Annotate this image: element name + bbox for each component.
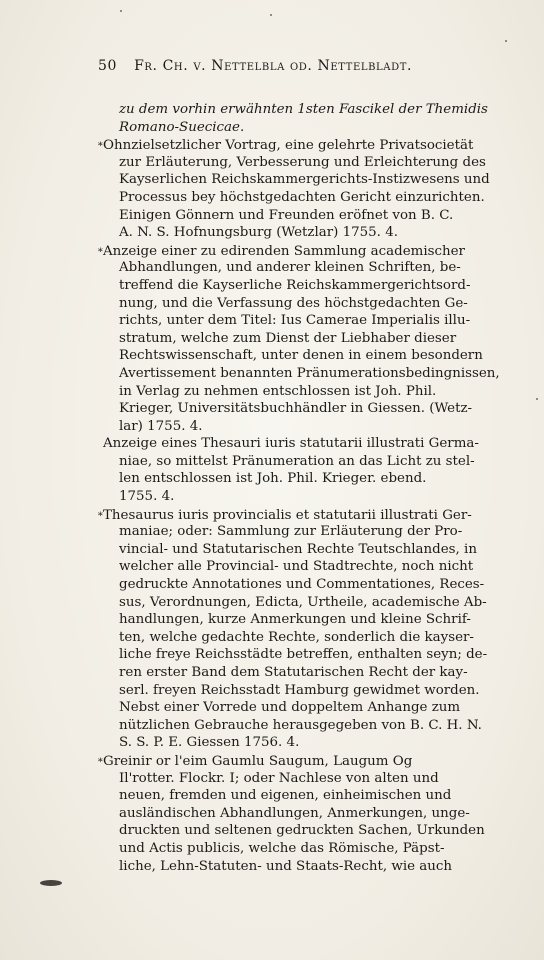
page-body-text bbox=[97, 101, 523, 875]
text-line bbox=[103, 611, 523, 629]
text-line bbox=[103, 365, 523, 383]
text-line bbox=[103, 435, 523, 453]
text-line-content: treffend die Kayserliche Reichskammergerichtsord- bbox=[119, 277, 471, 293]
text-line-content: gedruckte Annotationes und Commentationes, Reces- bbox=[119, 577, 485, 593]
text-line bbox=[103, 330, 523, 348]
text-line-content: nützlichen Gebrauche herausgegeben von B. C. H. N. bbox=[119, 717, 482, 733]
text-line-content: richts, unter dem Titel: Ius Camerae Imperialis illu- bbox=[119, 313, 471, 329]
text-line-content: Kayserlichen Reichskammergerichts-Instizwesens und bbox=[119, 172, 490, 188]
text-line-content: S. S. P. E. Giessen 1756. 4. bbox=[119, 735, 300, 751]
text-line bbox=[103, 347, 523, 365]
text-line-content: len entschlossen ist Joh. Phil. Krieger. ebend. bbox=[119, 471, 427, 487]
text-line-content: Processus bey höchstgedachten Gericht einzurichten. bbox=[119, 189, 485, 205]
text-line-content: maniae; oder: Sammlung zur Erläuterung der Pro- bbox=[119, 524, 463, 540]
print-speck bbox=[505, 40, 507, 42]
text-line bbox=[103, 488, 523, 506]
text-line bbox=[103, 119, 523, 137]
text-line bbox=[103, 822, 523, 840]
text-line bbox=[103, 629, 523, 647]
text-line bbox=[103, 682, 523, 700]
text-line-content: zur Erläuterung, Verbesserung und Erleichterung des bbox=[119, 154, 486, 170]
print-speck bbox=[120, 10, 122, 12]
text-line bbox=[103, 400, 523, 418]
page-number: 50 bbox=[98, 58, 118, 74]
text-line bbox=[103, 189, 523, 207]
text-line bbox=[103, 770, 523, 788]
text-line bbox=[103, 224, 523, 242]
text-line bbox=[103, 418, 523, 436]
text-line-content: Einigen Gönnern und Freunden eröfnet von B. C. bbox=[119, 207, 454, 223]
text-line bbox=[103, 858, 523, 876]
text-line bbox=[103, 558, 523, 576]
text-line-content: neuen, fremden und eigenen, einheimischen und bbox=[119, 788, 452, 804]
text-line-content: handlungen, kurze Anmerkungen und kleine Schrif- bbox=[119, 612, 471, 628]
text-line bbox=[97, 506, 523, 524]
text-line bbox=[103, 717, 523, 735]
print-speck bbox=[270, 14, 272, 16]
text-line-content: liche freye Reichsstädte betreffen, enthalten seyn; de- bbox=[119, 647, 488, 663]
text-line-content: ren erster Band dem Statutarischen Recht der kay- bbox=[119, 665, 468, 680]
text-line bbox=[103, 383, 523, 401]
text-line bbox=[103, 207, 523, 225]
text-line bbox=[103, 840, 523, 858]
entry-marker-icon: ∗ bbox=[97, 244, 104, 256]
text-line-content: zu dem vorhin erwähnten 1sten Fascikel der Themidis bbox=[119, 102, 488, 117]
text-line-content: Greinir or l'eim Gaumlu Saugum, Laugum Og bbox=[103, 753, 413, 769]
running-title: Fr. Ch. v. Nettelbla od. Nettelbladt. bbox=[134, 58, 413, 74]
text-line bbox=[103, 277, 523, 295]
text-line-content: sus, Verordnungen, Edicta, Urtheile, academische Ab- bbox=[119, 594, 487, 610]
text-line-content: Krieger, Universitätsbuchhändler in Giessen. (Wetz- bbox=[119, 401, 473, 417]
text-line-content: Nebst einer Vorrede und doppeltem Anhange zum bbox=[119, 700, 461, 716]
text-line bbox=[103, 594, 523, 612]
text-line-content: nung, und die Verfassung des höchstgedachten Ge- bbox=[119, 295, 468, 311]
page-header bbox=[98, 58, 518, 74]
text-line bbox=[103, 470, 523, 488]
text-line-content: ten, welche gedachte Rechte, sonderlich die kayser- bbox=[119, 629, 474, 645]
text-line bbox=[103, 576, 523, 594]
text-line-content: Anzeige einer zu edirenden Sammlung academischer bbox=[103, 243, 465, 259]
entry-marker-icon: ∗ bbox=[97, 754, 104, 766]
text-line-content: liche, Lehn-Statuten- und Staats-Recht, wie auch bbox=[119, 858, 453, 874]
text-line-content: Avertissement benannten Pränumerationsbedingnissen, bbox=[119, 365, 500, 381]
text-line-content: Abhandlungen, und anderer kleinen Schriften, be- bbox=[119, 260, 461, 276]
text-line bbox=[103, 541, 523, 559]
text-line bbox=[97, 136, 523, 154]
text-line-content: 1755. 4. bbox=[119, 489, 175, 505]
entry-marker-icon: ∗ bbox=[97, 139, 104, 151]
text-line-content: vincial- und Statutarischen Rechte Teutschlandes, in bbox=[119, 541, 477, 557]
ink-smudge bbox=[40, 880, 62, 886]
text-line-content: Romano-Suecicae. bbox=[119, 119, 245, 135]
text-line bbox=[103, 805, 523, 823]
text-line-content: Ohnzielsetzlicher Vortrag, eine gelehrte Privatsocietät bbox=[103, 138, 474, 154]
text-line bbox=[103, 787, 523, 805]
text-line-content: druckten und seltenen gedruckten Sachen, Urkunden bbox=[119, 823, 485, 839]
text-line-content: niae, so mittelst Pränumeration an das Licht zu stel- bbox=[119, 453, 475, 469]
text-line bbox=[103, 154, 523, 172]
text-line bbox=[103, 523, 523, 541]
text-line-content: in Verlag zu nehmen entschlossen ist Joh. Phil. bbox=[119, 383, 437, 399]
text-line bbox=[103, 295, 523, 313]
text-line bbox=[97, 752, 523, 770]
text-line bbox=[103, 259, 523, 277]
entry-marker-icon: ∗ bbox=[97, 508, 104, 520]
text-line-content: Thesaurus iuris provincialis et statutarii illustrati Ger- bbox=[103, 507, 472, 523]
text-line-content: A. N. S. Hofnungsburg (Wetzlar) 1755. 4. bbox=[119, 225, 398, 241]
text-line-content: stratum, welche zum Dienst der Liebhaber dieser bbox=[119, 330, 457, 346]
text-line-content: Il'rotter. Flockr. I; oder Nachlese von alten und bbox=[119, 770, 439, 786]
text-line bbox=[103, 734, 523, 752]
text-line bbox=[103, 312, 523, 330]
text-line-content: lar) 1755. 4. bbox=[119, 418, 203, 434]
text-line-content: Rechtswissenschaft, unter denen in einem besondern bbox=[119, 348, 483, 364]
text-line-content: serl. freyen Reichsstadt Hamburg gewidmet worden. bbox=[119, 682, 480, 698]
print-speck bbox=[536, 398, 538, 400]
text-line bbox=[103, 699, 523, 717]
text-line-content: Anzeige eines Thesauri iuris statutarii illustrati Germa- bbox=[103, 436, 479, 452]
text-line bbox=[103, 101, 523, 119]
text-line bbox=[103, 664, 523, 682]
text-line bbox=[103, 646, 523, 664]
text-line-content: ausländischen Abhandlungen, Anmerkungen, unge- bbox=[119, 805, 470, 821]
text-line bbox=[103, 171, 523, 189]
text-line bbox=[97, 242, 523, 260]
text-line-content: welcher alle Provincial- und Stadtrechte, noch nicht bbox=[119, 559, 474, 575]
text-line bbox=[103, 453, 523, 471]
text-line-content: und Actis publicis, welche das Römische, Päpst- bbox=[119, 840, 445, 856]
